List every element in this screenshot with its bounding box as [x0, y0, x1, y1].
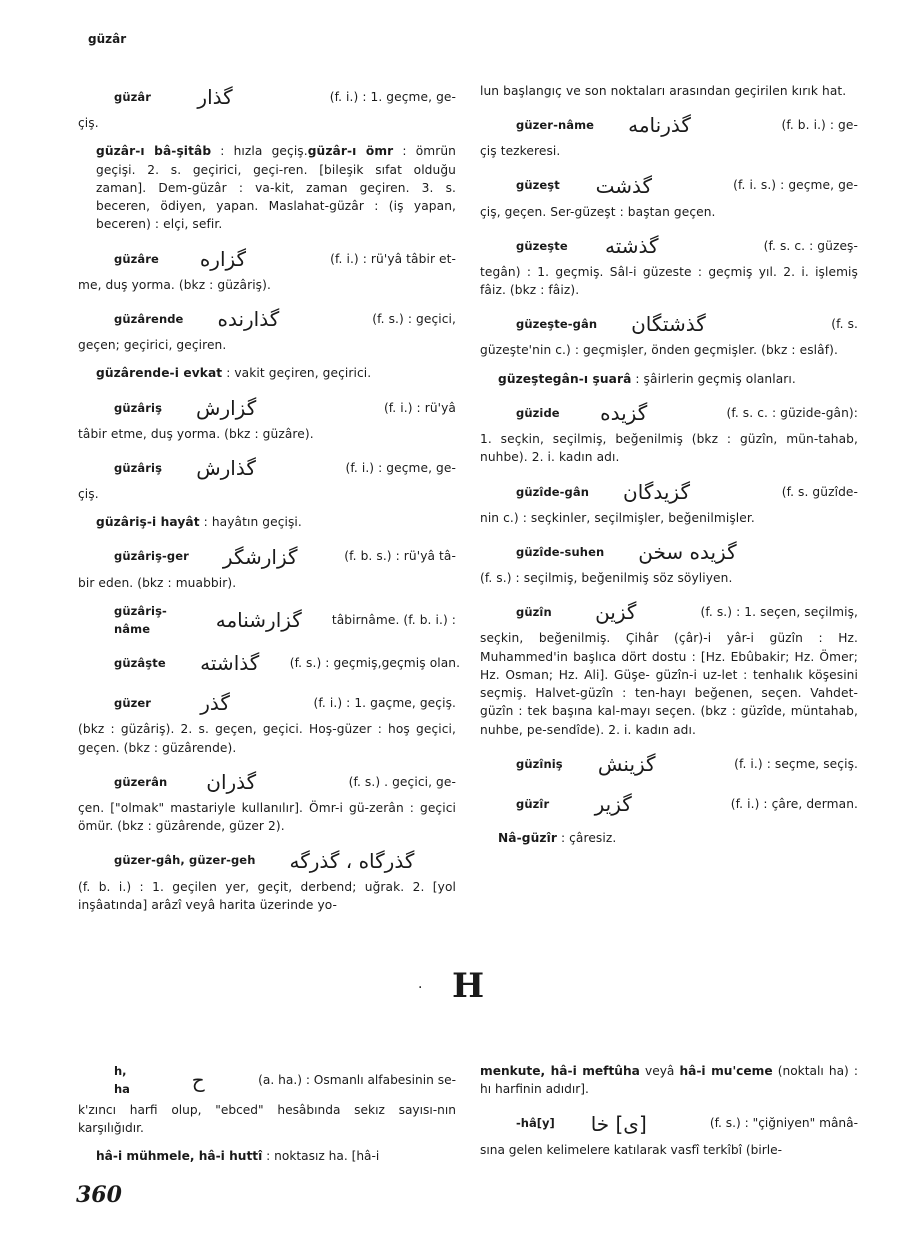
grammar-and-definition-start: (f. s. c. : güzeş- — [763, 238, 858, 253]
headword: güzâriş-nâme — [114, 603, 167, 637]
entry-head — [78, 244, 456, 274]
grammar-and-definition-start: (f. i.) : rü'yâ — [383, 400, 456, 415]
definition-text: güzeşte'nin c.) : geçmişler, önden geçmişler. (bkz : eslâf). — [480, 343, 838, 358]
dictionary-entry — [480, 82, 858, 100]
dictionary-entry — [480, 1109, 858, 1159]
entry-head — [78, 688, 456, 718]
dictionary-entry — [480, 749, 858, 779]
subentry-definition: : noktasız ha. [hâ-i — [262, 1149, 380, 1164]
subentry-definition: : hızla geçiş. — [211, 144, 308, 159]
headword: güzâşte — [114, 656, 166, 671]
arabic-script-headword: گذرنامه — [628, 113, 691, 138]
entry-head — [78, 846, 456, 876]
grammar-and-definition-start: (f. i. s.) : geçme, ge- — [733, 178, 858, 193]
subentry-headword: güzâr-ı ömr — [307, 144, 394, 159]
subentry-text — [480, 370, 858, 388]
grammar-and-definition-start: (f. i.) : seçme, seçiş. — [734, 756, 858, 771]
headword: güzeşt — [516, 178, 560, 193]
arabic-script-headword: گزارش — [196, 395, 257, 420]
dictionary-entry — [480, 110, 858, 160]
dictionary-entry — [78, 648, 461, 678]
entry-head — [480, 477, 858, 507]
dictionary-entry — [78, 1147, 456, 1165]
grammar-and-definition-start: (f. s.) : "çiğniyen" mânâ- — [709, 1116, 858, 1131]
dictionary-entry — [78, 542, 456, 592]
arabic-script-headword: گذار — [197, 85, 233, 109]
entry-head — [480, 749, 858, 779]
grammar-and-definition-start: (f. s. c. : güzide-gân): — [726, 405, 858, 420]
subentry-headword: güzâr-ı bâ-şitâb — [96, 144, 212, 159]
running-head: güzâr — [88, 32, 127, 46]
entry-head — [480, 1109, 858, 1139]
dictionary-entry — [480, 789, 858, 819]
entry-head — [78, 304, 456, 334]
subentry-definition: : çâresiz. — [556, 831, 617, 846]
arabic-script-headword: گذشتگان — [631, 312, 706, 337]
arabic-script-headword: گزیر — [594, 792, 632, 817]
subentry-text — [78, 142, 456, 233]
grammar-and-definition-start: (a. ha.) : Osmanlı alfabesinin se- — [258, 1073, 456, 1088]
headword: -hâ[y] — [516, 1116, 555, 1131]
grammar-and-definition-start: (f. b. i.) : ge- — [781, 118, 858, 133]
entry-head — [78, 602, 456, 639]
subentry-definition: : hayâtın geçişi. — [199, 515, 302, 530]
dictionary-entry — [78, 82, 456, 132]
headword: güzâriş — [114, 400, 163, 415]
headword: güzeşte-gân — [516, 317, 598, 332]
headword: güzâr — [114, 89, 152, 104]
definition-text: tegân) : 1. geçmiş. Sâl-i güzeste : geçmiş yıl. 2. i. işlemiş fâiz. (bkz : fâiz). — [480, 264, 858, 298]
arabic-script-headword: گزیده سخن — [638, 539, 737, 564]
definition-text: seçkin, beğenilmiş. Çihâr (çâr)-i yâr-i güzîn : Hz. Muhammed'in başlıca dört dostu : [Hz. Ebûbakir; Hz. Ömer; Hz. Osman; Hz. Ali]. Güşe- güzîn-i uz-let : tenhalık köşesini seçmiş. Halvet-güzîn : ten-hayı beğenen, seçen. Vahdet-güzîn : tek başına kal-mayı seçen. (bkz : güzîde, müntahab, nuhbe, pe-sendîde). 2. i. kadın adı. — [480, 631, 858, 737]
arabic-script-headword: گزارشگر — [222, 544, 298, 569]
definition-text: nin c.) : seçkinler, seçilmişler, beğenilmişler. — [480, 510, 755, 525]
dictionary-entry — [78, 393, 456, 443]
entry-head — [480, 537, 858, 567]
headword: güzer-gâh, güzer-geh — [114, 853, 256, 868]
definition-text: (f. s.) : seçilmiş, beğenilmiş söz söyliyen. — [480, 570, 733, 585]
grammar-and-definition-start: (f. i.) : 1. gaçme, geçiş. — [313, 696, 456, 711]
entry-head — [480, 789, 858, 819]
subentry-definition: veyâ — [639, 1064, 680, 1078]
headword: güzîn — [516, 605, 552, 620]
arabic-script-headword: گذشته — [604, 233, 659, 258]
dictionary-entry — [480, 370, 858, 388]
entry-head — [480, 171, 858, 201]
headword: güzide — [516, 405, 560, 420]
grammar-and-definition-start: tâbirnâme. (f. b. i.) : — [331, 613, 456, 627]
definition-text: çiş. — [78, 486, 99, 501]
subentry-headword: hâ-i mühmele, hâ-i huttî — [96, 1149, 263, 1164]
dictionary-entry — [480, 477, 858, 527]
left-column — [78, 82, 461, 924]
definition-text: bir eden. (bkz : muabbir). — [78, 575, 237, 590]
dictionary-entry — [480, 1062, 858, 1099]
dictionary-entry — [480, 231, 858, 300]
arabic-script-headword: گذرگاه ، گذرگه — [289, 848, 415, 873]
entry-head — [78, 1062, 456, 1099]
dictionary-entry — [78, 304, 456, 354]
subentry-definition: : vakit geçiren, geçirici. — [222, 366, 372, 381]
definition-text: geçen; geçirici, geçiren. — [78, 338, 227, 353]
entry-head — [78, 542, 456, 572]
subentry-headword: güzeştegân-ı şuarâ — [498, 371, 632, 386]
arabic-script-headword: گزارشنامه — [215, 608, 302, 633]
entry-head — [480, 231, 858, 261]
headword: güzâre — [114, 251, 159, 266]
grammar-and-definition-start: (f. b. s.) : rü'yâ tâ- — [344, 549, 456, 564]
definition-text: sına gelen kelimelere katılarak vasfî terkîbî (birle- — [480, 1142, 783, 1157]
arabic-script-headword: گذاشته — [200, 651, 260, 676]
arabic-script-headword: گذارش — [196, 455, 256, 480]
grammar-and-definition-start: (f. s.) : geçmiş,geçmiş olan. — [289, 656, 461, 671]
grammar-and-definition-start: (f. i.) : 1. geçme, ge- — [329, 89, 456, 104]
entry-head — [480, 309, 858, 339]
entry-head — [78, 767, 456, 797]
dictionary-entry — [78, 602, 456, 639]
entry-head — [78, 82, 456, 112]
dictionary-entry — [480, 597, 858, 739]
definition-text: çen. ["olmak" mastariyle kullanılır]. Ömr-i gü-zerân : geçici ömür. (bkz : güzârende, güzer 2). — [78, 801, 456, 834]
subentry-text — [78, 513, 456, 531]
arabic-script-headword: گذران — [206, 770, 257, 795]
subentry-definition: (noktalı ha) : hı harfinin adıdır]. — [480, 1064, 858, 1097]
dictionary-entry — [78, 1062, 456, 1137]
grammar-and-definition-start: (f. i.) : çâre, derman. — [730, 796, 858, 811]
grammar-and-definition-start: (f. s.) : 1. seçen, seçilmiş, — [700, 605, 858, 620]
entry-head — [78, 648, 461, 678]
dictionary-entry — [78, 846, 456, 915]
headword: güzâriş — [114, 460, 163, 475]
definition-text: me, duş yorma. (bkz : güzâriş). — [78, 277, 271, 292]
dictionary-entry — [480, 829, 858, 847]
arabic-script-headword: گزین — [595, 600, 637, 625]
dictionary-entry — [78, 142, 456, 233]
grammar-and-definition-start: (f. i.) : geçme, ge- — [345, 460, 456, 475]
arabic-script-headword: ح — [191, 1068, 205, 1093]
dictionary-entry — [78, 513, 456, 531]
headword: güzîniş — [516, 756, 563, 771]
grammar-and-definition-start: (f. s. güzîde- — [781, 484, 858, 499]
entry-head — [480, 597, 858, 627]
subentry-headword: menkute, hâ-i meftûha — [480, 1064, 640, 1078]
arabic-script-headword: گذارنده — [217, 307, 280, 332]
definition-text: (bkz : güzâriş). 2. s. geçen, geçici. Hoş-güzer : hoş geçici, geçen. (bkz : güzârende). — [78, 722, 456, 755]
definition-text: (f. b. i.) : 1. geçilen yer, geçit, derbend; uğrak. 2. [yol inşâatında] arâzî veyâ harita üzerinde yo- — [78, 879, 456, 912]
arabic-script-headword: [ی] خا — [590, 1111, 647, 1136]
dictionary-entry — [78, 767, 456, 836]
dictionary-entry — [78, 688, 456, 757]
subentry-headword: güzâriş-i hayât — [96, 515, 200, 530]
headword: güzerân — [114, 774, 168, 789]
definition-text: lun başlangıç ve son noktaları arasından geçirilen kırık hat. — [480, 84, 847, 98]
headword: güzîde-suhen — [516, 544, 605, 559]
page-number: 360 — [76, 1182, 122, 1208]
entry-head — [480, 110, 858, 140]
arabic-script-headword: گزاره — [199, 246, 247, 271]
subentry-text — [480, 1062, 858, 1099]
headword: güzeşte — [516, 238, 568, 253]
headword: güzârende — [114, 311, 184, 326]
subentry-definition: : ömrün geçişi. 2. s. geçirici, geçi-ren. [bileşik sıfat olduğu zaman]. Dem-güzâr : va-kit, zaman geçiren. 3. s. beceren, ödiyen, yapan. Maslahat-güzâr : (iş yapan, beceren) : elçi, sefir. — [96, 144, 456, 232]
section-dot: · — [418, 980, 423, 996]
arabic-script-headword: گزیدگان — [623, 479, 690, 504]
dictionary-entry — [480, 309, 858, 359]
dictionary-entry — [78, 244, 456, 294]
dictionary-entry — [480, 398, 858, 467]
definition-text: tâbir etme, duş yorma. (bkz : güzâre). — [78, 426, 314, 441]
definition-text: çiş. — [78, 116, 99, 130]
h-section-right-column — [480, 1062, 858, 1169]
grammar-and-definition-start: (f. i.) : rü'yâ tâbir et- — [330, 251, 456, 266]
grammar-and-definition-start: (f. s.) . geçici, ge- — [348, 774, 456, 789]
arabic-script-headword: گزیده — [600, 401, 648, 426]
dictionary-entry — [78, 453, 456, 503]
subentry-headword: Nâ-güzîr — [498, 831, 557, 846]
dictionary-entry — [78, 364, 456, 382]
dictionary-entry — [480, 171, 858, 221]
headword: güzâriş-ger — [114, 549, 189, 564]
subentry-text — [78, 1147, 456, 1165]
grammar-and-definition-start: (f. s. — [831, 317, 858, 332]
subentry-definition: : şâirlerin geçmiş olanları. — [631, 371, 796, 386]
definition-text: k'zıncı harfi olup, "ebced" hesâbında sekız sayısı-nın karşılığıdır. — [78, 1102, 456, 1135]
headword: h, ha — [114, 1064, 130, 1097]
subentry-headword: hâ-i mu'ceme — [679, 1064, 773, 1078]
definition-text: çiş, geçen. Ser-güzeşt : baştan geçen. — [480, 204, 716, 219]
headword: güzîr — [516, 796, 550, 811]
headword: güzîde-gân — [516, 484, 590, 499]
definition-text: 1. seçkin, seçilmiş, beğenilmiş (bkz : güzîn, mün-tahab, nuhbe). 2. i. kadın adı. — [480, 432, 858, 465]
definition-text: çiş tezkeresi. — [480, 144, 561, 159]
subentry-text — [78, 364, 456, 382]
headword: güzer-nâme — [516, 118, 595, 133]
dictionary-entry — [480, 537, 858, 587]
headword: güzer — [114, 696, 152, 711]
arabic-script-headword: گذشت — [595, 173, 653, 198]
entry-head — [78, 453, 456, 483]
arabic-script-headword: گزینش — [597, 752, 656, 777]
section-letter-h: H — [452, 966, 486, 1006]
subentry-text — [480, 829, 858, 847]
grammar-and-definition-start: (f. s.) : geçici, — [372, 311, 456, 326]
entry-head — [480, 398, 858, 428]
h-section-left-column — [78, 1062, 456, 1175]
right-column — [480, 82, 858, 857]
subentry-headword: güzârende-i evkat — [96, 366, 223, 381]
entry-head — [78, 393, 456, 423]
arabic-script-headword: گذر — [200, 691, 230, 716]
